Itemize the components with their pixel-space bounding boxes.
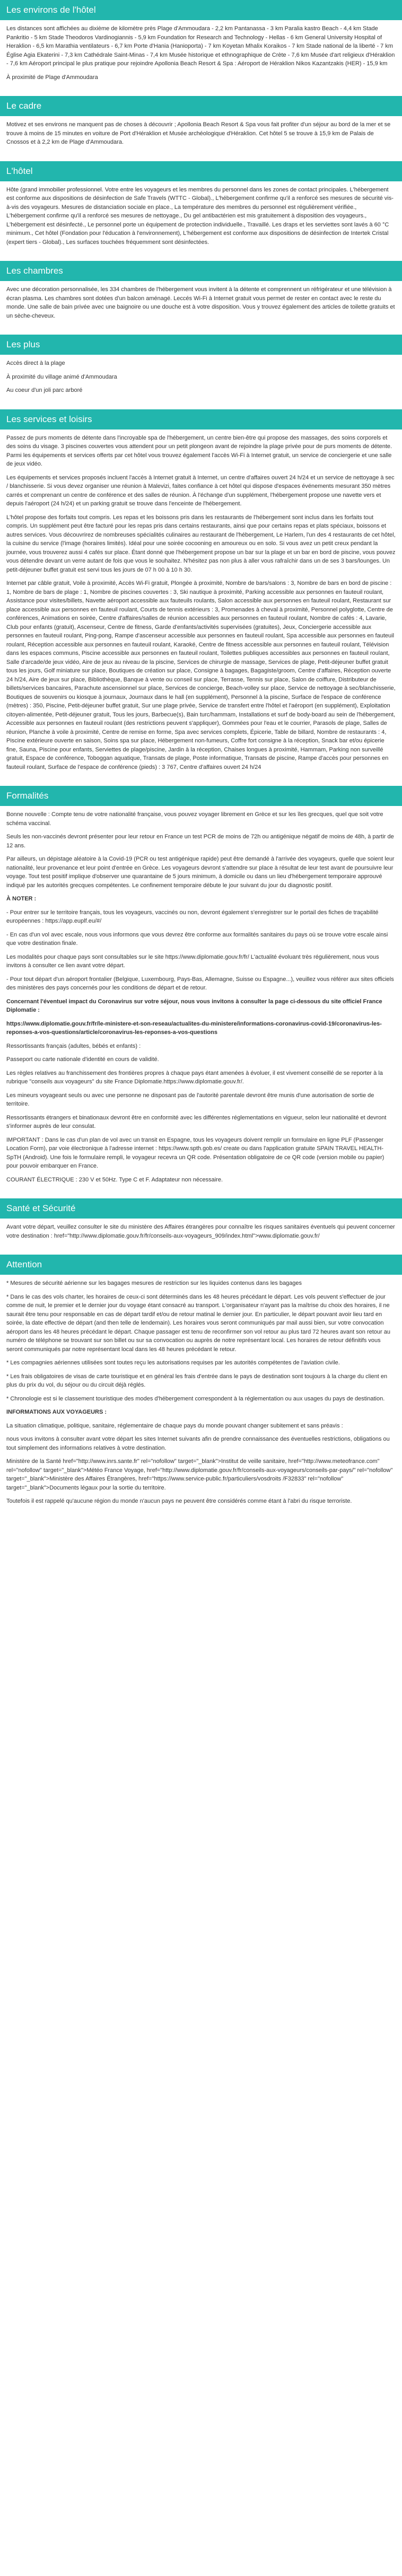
paragraph: Accès direct à la plage: [6, 360, 65, 366]
paragraph: * Mesures de sécurité aérienne sur les bagages mesures de restriction sur les liquides contenus dans les bagages: [6, 1280, 302, 1286]
section: [0, 786, 402, 1192]
paragraph: IMPORTANT : Dans le cas d'un plan de vol avec un transit en Espagne, tous les voyageurs doivent remplir un formulaire en ligne PLF (Passenger Location Form), par voie électronique à l'adresse internet : https://www.spth.gob.es/ create ou dans l'application gratuite SPAIN TRAVEL HEALTH-SpTH (Android). Une fois le formulaire rempli, le voyageur recevra un QR code. Présentation obligatoire de ce QR code (version mobile ou papier) pour pouvoir embarquer en France.: [6, 1136, 384, 1169]
section-title: Les environs de l'hôtel: [0, 0, 402, 20]
paragraph: L'hôtel propose des forfaits tout compris. Les repas et les boissons pris dans les restaurants de l'hébergement sont inclus dans les forfaits tout compris. Un supplément peut être facturé pour les repas pris dans certains restaurants, ainsi que pour certains repas et plats spéciaux, boissons et autres services. Vous découvrirez de nombreuses spécialités culinaires au restaurant de l'hébergement, Le Harlem, l'un des 4 restaurants de cet hôtel, la cuisine du service (l'image (horaires limités). Idéal pour une soirée cocooning en amoureux ou en solo. Si vous avez un petit creux pendant la journée, vous trouverez aussi 4 cafés sur place. Étant donné que l'hébergement propose un bar sur la plage et un bar en bord de piscine, vous pouvez vous détendre devant un verre autant de fois que vous le souhaitez. N'hésitez pas non plus à aller vous rafraîchir dans un de ses 3 bars/lounges. Un petit-déjeuner buffet gratuit est servi tous les jours de 07 h 00 à 10 h 30.: [6, 514, 396, 573]
paragraph: Concernant l'éventuel impact du Coronavirus sur votre séjour, nous vous invitons à consulter la page ci-dessous du site officiel France Diplomatie :: [6, 998, 382, 1013]
paragraph: Internet par câble gratuit, Voile à proximité, Accès Wi-Fi gratuit, Plongée à proximité, Nombre de bars/salons : 3, Nombre de bars en bord de piscine : 1, Nombre de bars de plage : 1, Nombre de piscines couvertes : 3, Ski nautique à proximité, Parking accessible aux personnes en fauteuil roulant, Assistance pour visites/billets, Navette aéroport accessible aux fauteuils roulants, Salon accessible aux personnes en fauteuil roulant, Restaurant sur place accessible aux personnes en fauteuil roulant, Courts de tennis extérieurs : 3, Promenades à cheval à proximité, Personnel polyglotte, Centre de conférences, Animations en soirée, Centre d'affaires/salles de réunion accessibles aux personnes en fauteuil roulant, Nombre de cafés : 4, Lavarie, Club pour enfants (gratuit), Ascenseur, Centre de fitness, Garde d'enfants/activités supervisées (gratuites), Jeux, Conciergerie accessible aux personnes en fauteuil roulant, Ping-pong, Rampe d'ascenseur accessible aux personnes en fauteuil roulant, Spa accessible aux personnes en fauteuil roulant, Réception accessible aux personnes en fauteuil roulant, Karaoké, Centre de fitness accessible aux personnes en fauteuil roulant, Télévision dans les espaces communs, Piscine accessible aux personnes en fauteuil roulant, Toilettes publiques accessibles aux personnes en fauteuil roulant, Salle d'arcade/de jeux vidéo, Aire de jeux au niveau de la piscine, Services de chirurgie de massage, Services de plage, Petit-déjeuner buffet gratuit tous les jours, Golf miniature sur place, Boutiques de création sur place, Consigne à bagages, Bagagiste/groom, Centre d'affaires, Réception ouverte 24 h/24, Aire de jeux sur place, Bibliothèque, Banque à vente ou conseil sur place, Terrasse, Tennis sur place, Salon de coiffure, Distributeur de billets/services bancaires, Parachute ascensionnel sur place, Services de concierge, Beach-volley sur place, Service de nettoyage à sec/blanchisserie, Boutiques de souvenirs ou kiosque à journaux, Journaux dans le hall (en supplément), Personnel à la piscine, Surface de l'espace de conférence (mètres) : 350, Piscine, Petit-déjeuner buffet gratuit, Sur une plage privée, Service de transfert entre l'hôtel et l'aéroport (en supplément), Exploitation citoyen-alimentée, Petit-déjeuner gratuit, Tous les jours, Barbecue(s), Bain turc/hammam, Installations et surf de body-board au sein de l'hébergement, Accessible aux personnes en fauteuil roulant (des restrictions peuvent s'appliquer), Gommées pour l'eau et le courrier, Parasols de plage, Salles de réunion, Planche à voile à proximité, Centre de remise en forme, Spa avec services complets, Épicerie, Table de billard, Nombre de restaurants : 4, Piscine extérieure ouverte en saison, Soins spa sur place, Hébergement non-fumeurs, Coffre fort consigne à la réception, Snack bar et/ou épicerie fine, Sauna, Piscine pour enfants, Serviettes de plage/piscine, Jardin à la réception, Chaises longues à proximité, Hammam, Parking non surveillé gratuit, Espace de conférence, Toboggan aquatique, Transats de plage, Poste informatique, Transats de piscine, Rampe d'accès pour personnes en fauteuil roulant, Surface de l'espace de conférence (pieds) : 3 767, Centre d'affaires ouvert 24 h/24: [6, 580, 396, 770]
section-title: Les chambres: [0, 261, 402, 281]
paragraph: Passez de purs moments de détente dans l'incroyable spa de l'hébergement, un centre bien-être qui propose des massages, des soins corporels et des soins du visage. 3 piscines couvertes vous attendent pour un petit plongeon avant de rejoindre la plage privée pour de purs moments de détente. Parmi les équipements et services offerts par cet hôtel vous trouvez également l'accès Wi-Fi à Internet gratuit, un service de conciergerie et une salle de jeux vidéo.: [6, 434, 392, 467]
paragraph: À proximité de Plage d'Ammoudara: [6, 74, 98, 81]
paragraph: Motivez et ses environs ne manquent pas de choses à découvrir ; Apollonia Beach Resort & Spa vous fait profiter d'un séjour au bord de la mer et se trouve à moins de 15 minutes en voiture de Port d'Héraklion et Musée archéologique d'Héraklion. Cet hôtel 5 se trouve à 15,9 km de Palais de Cnossos et à 2,2 km de Plage d'Ammoudara.: [6, 121, 391, 145]
paragraph: Au coeur d'un joli parc arboré: [6, 387, 83, 393]
paragraph: https://www.diplomatie.gouv.fr/fr/le-ministere-et-son-reseau/actualites-du-ministere/informations-coronavirus-covid-19/coronavirus-les-reponses-a-vos-questions/article/coronavirus-les-reponses-a-vos-questions: [6, 1020, 382, 1036]
section: [0, 0, 402, 90]
section-body: [0, 355, 402, 403]
paragraph: Avant votre départ, veuillez consulter le site du ministère des Affaires étrangères pour connaître les risques sanitaires éventuels qui peuvent concerner votre destination : href="http://www.diplomatie.gouv.fr/fr/conseils-aux-voyageurs_909/index.html">www.diplomatie.gouv.fr/: [6, 1224, 395, 1239]
section-title: Le cadre: [0, 96, 402, 116]
paragraph: INFORMATIONS AUX VOYAGEURS :: [6, 1409, 107, 1415]
paragraph: Avec une décoration personnalisée, les 334 chambres de l'hébergement vous invitent à la détente et comprennent un réfrigérateur et une télévision à écran plasma. Les chambres sont dotées d'un balcon aménagé. Leccés Wi-Fi à Internet gratuit vous permet de rester en contact avec le reste du monde. Une salle de bain privée avec une baignoire ou une douche est à votre disposition. Vous y trouvez également des articles de toilette gratuits et un sèche-cheveux.: [6, 286, 395, 319]
paragraph: Ministère de la Santé href="http://www.inrs.sante.fr" rel="nofollow" target="_blank">Institut de veille sanitaire, href="http://www.meteofrance.com" rel="nofollow" target="_blank">Météo France Voyage, href="http://www.diplomatie.gouv.fr/fr/conseils-aux-voyageurs/conseils-par-pays/" rel="nofollow" target="_blank">Ministère des Affaires Étrangères, href="https://www.service-public.fr/particuliers/vosdroits /F32833" rel="nofollow" target="_blank">Documents légaux pour la sortie du territoire.: [6, 1458, 393, 1491]
paragraph: * Chronologie est si le classement touristique des modes d'hébergement correspondent à la réglementation ou aux usages du pays de destination.: [6, 1395, 385, 1402]
paragraph: COURANT ÉLECTRIQUE : 230 V et 50Hz. Type C et F. Adaptateur non nécessaire.: [6, 1176, 223, 1183]
paragraph: Bonne nouvelle : Compte tenu de votre nationalité française, vous pouvez voyager librement en Grèce et sur les îles grecques, quel que soit votre schéma vaccinal.: [6, 811, 383, 827]
paragraph: Passeport ou carte nationale d'identité en cours de validité.: [6, 1056, 159, 1063]
paragraph: Les distances sont affichées au dixième de kilomètre près Plage d'Ammoudara - 2,2 km Pantanassa - 3 km Paralia kastro Beach - 4,4 km Stade Pankritio - 5 km Stade Theodoros Vardinogiannis - 5,9 km Foundation for Research and Technology - Hellas - 6 km General University Hospital of Heraklion - 6,5 km Marathia ventilateurs - 6,7 km Porte d'Hania (Hanioporta) - 7 km Koyetan Mhalix Koraikos - 7 km Stade national de la liberté - 7 km Église Agia Ekaterini - 7,3 km Cathédrale Saint-Minas - 7,4 km Musée historique et ethnographique de Crète - 7,6 km Musée d'art religieux d'Héraklion - 7,6 km Aéroport principal le plus pratique pour rejoindre Apollonia Beach Resort & Spa : Aéroport de Héraklion Nikos Kazantzakis (HER) - 15,9 km: [6, 25, 395, 67]
section: [0, 1198, 402, 1248]
section-title: L'hôtel: [0, 161, 402, 181]
section-body: [0, 430, 402, 780]
paragraph: Les règles relatives au franchissement des frontières propres à chaque pays étant amenées à évoluer, il est vivement conseillé de se reporter à la rubrique "conseils aux voyageurs" du site France Diplomatie.https://www.diplomatie.gouv.fr/.: [6, 1070, 383, 1085]
section-body: [0, 806, 402, 1192]
paragraph: nous vous invitons à consulter avant votre départ les sites Internet suivants afin de prendre connaissance des éventuelles restrictions, obligations ou tout simplement des informations relatives à votre destination.: [6, 1436, 390, 1451]
paragraph: - En cas d'un vol avec escale, nous vous informons que vous devrez être conforme aux formalités sanitaires du pays où se trouve votre escale ainsi que votre destination finale.: [6, 931, 388, 947]
paragraph: * Dans le cas des vols charter, les horaires de ceux-ci sont déterminés dans les 48 heures précédant le départ. Les vols peuvent s'effectuer de jour comme de nuit, le premier et le dernier jour du voyage étant consacré au transport. L'organisateur n'ayant pas la maîtrise du choix des horaires, il ne saurait être tenu pour responsable en cas de départ tardif et/ou de retour matinal le dernier jour. En particulier, le départ pouvant avoir lieu tard en soirée, la date effective de départ (and then telle de lendemain). Les horaires vous seront communiqués par mail aussi bien, sur votre convocation aéroport dans les 48 heures précédant le départ. Chaque passager est tenu de reconfirmer son vol retour au plus tard 72 heures avant son retour au numéro de téléphone se trouvant sur son billet ou sur sa convocation ou auprès de notre représentant local. Les horaires de retour définitifs vous seront communiqués par notre représentant local dans les 48 heures précédant le retour.: [6, 1293, 391, 1353]
paragraph: * Les compagnies aériennes utilisées sont toutes reçu les autorisations requises par les autorités compétentes de l'aviation civile.: [6, 1360, 340, 1366]
paragraph: À NOTER :: [6, 896, 37, 902]
paragraph: La situation climatique, politique, sanitaire, réglementaire de chaque pays du monde pouvant changer subitement et sans préavis :: [6, 1422, 343, 1429]
section-body: [0, 1219, 402, 1248]
section-title: Les plus: [0, 335, 402, 355]
section-title: Santé et Sécurité: [0, 1198, 402, 1219]
section-body: [0, 281, 402, 328]
paragraph: À proximité du village animé d'Ammoudara: [6, 373, 117, 380]
section-body: [0, 181, 402, 255]
paragraph: Hôte (grand immobilier professionnel. Votre entre les voyageurs et les membres du personnel dans les zones de contact principales. L'hébergement est conforme aux dispositions de désinfection de Safe Travels (WTTC - Global)., L'hébergement confirme qu'il a renforcé ses mesures de sécurité vis-à-vis des voyageurs. Mesures de distanciation sociale en place., La température des membres du personnel est régulièrement vérifiée., L'hébergement confirme qu'il a renforcé ses mesures de nettoyage., Du gel antibactérien est mis gratuitement à disposition des voyageurs., L'hébergement est désinfecté., Le personnel porte un équipement de protection individuelle., Travaillé. Les draps et les serviettes sont lavés à 60 °C minimum., Cet hôtel (Fondation pour l'éducation à l'environnement), L'hébergement est conforme aux dispositions de désinfection de Intertek Cristal (expert tiers - Global)., Les surfaces touchées fréquemment sont désinfectées.: [6, 186, 394, 246]
section-body: [0, 1275, 402, 1514]
paragraph: Ressortissants étrangers et binationaux devront être en conformité avec les différentes réglementations en vigueur, selon leur nationalité et devront s'informer auprès de leur consulat.: [6, 1114, 387, 1129]
section-title: Les services et loisirs: [0, 409, 402, 430]
paragraph: - Pour tout départ d'un aéroport frontalier (Belgique, Luxembourg, Pays-Bas, Allemagne, Suisse ou Espagne...), veuillez vous référer aux sites officiels des ministères des pays concernés pour les conditions de départ et de retour.: [6, 976, 394, 991]
paragraph: Les mineurs voyageant seuls ou avec une personne ne disposant pas de l'autorité parentale devront être munis d'une autorisation de sortie de territoire.: [6, 1092, 374, 1107]
section: [0, 335, 402, 403]
section: [0, 261, 402, 328]
paragraph: - Pour entrer sur le territoire français, tous les voyageurs, vaccinés ou non, devront également s'enregistrer sur le portail des fiches de traçabilité européennes : https://app.euplf.eu/#/: [6, 909, 379, 924]
paragraph: Ressortissants français (adultes, bébés et enfants) :: [6, 1042, 141, 1049]
section: [0, 1255, 402, 1514]
paragraph: Toutefois il est rappelé qu'aucune région du monde n'aucun pays ne peuvent être considérés comme étant à l'abri du risque terroriste.: [6, 1498, 352, 1504]
section: [0, 409, 402, 780]
section: [0, 161, 402, 255]
section-title: Attention: [0, 1255, 402, 1275]
paragraph: Seuls les non-vaccinés devront présenter pour leur retour en France un test PCR de moins de 72h ou antigénique négatif de moins de 48h, à partir de 12 ans.: [6, 834, 394, 849]
paragraph: Par ailleurs, un dépistage aléatoire à la Covid-19 (PCR ou test antigénique rapide) peut être demandé à l'arrivée des voyageurs, quelle que soient leur nationalité, leur provenance et leur point d'entrée en Grèce. Les voyageurs devront s'attendre sur place à résultat de leur test avant de poursuivre leur voyage. Tout test positif implique d'observer une quarantaine de 5 jours minimum, à domicile ou dans un lieu d'hébergement temporaire approuvé indiqué par les autorités grecques compétentes. Le confinement temporaire débute le jour suivant du jour du diagnostic positif.: [6, 856, 395, 889]
section-title: Formalités: [0, 786, 402, 806]
section-body: [0, 20, 402, 90]
paragraph: Les équipements et services proposés incluent l'accès à Internet gratuit à Internet, un centre d'affaires ouvert 24 h/24 et un service de nettoyage à sec / blanchisserie. Si vous devez organiser une réunion à Malevizi, faites confiance à cet hôtel qui dispose d'espaces événements mesurant 350 mètres carrés et comprenant un centre de conférence et des salles de réunion. À l'échange d'un supplément, l'hébergement propose une navette vers et depuis l'aéroport (24 h/24) et un parking gratuit se trouve dans l'enceinte de l'hébergement.: [6, 474, 395, 507]
section-body: [0, 116, 402, 155]
section: [0, 96, 402, 155]
paragraph: Les modalités pour chaque pays sont consultables sur le site https://www.diplomatie.gouv.fr/fr/ L'actualité évoluant très régulièrement, nous vous invitons à consulter ce lien avant votre départ.: [6, 953, 379, 969]
paragraph: * Les frais obligatoires de visas de carte touristique et en général les frais d'entrée dans le pays de destination sont toujours à la charge du client en plus du prix du vol, du séjour ou du circuit déjà réglés.: [6, 1373, 388, 1388]
